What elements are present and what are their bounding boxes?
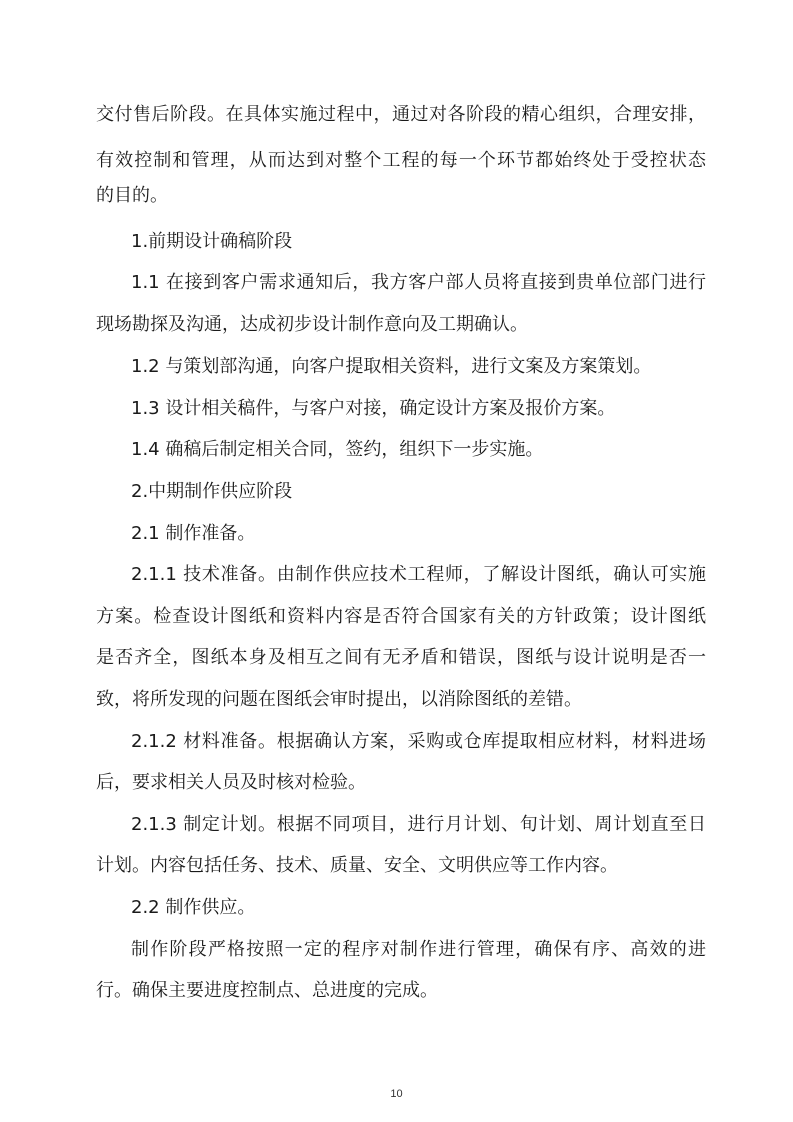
text-line: 2.1.1 技术准备。由制作供应技术工程师，了解设计图纸，确认可实施 (131, 564, 706, 585)
text-line: 后，要求相关人员及时核对检验。 (96, 772, 366, 793)
text-line: 1.2 与策划部沟通，向客户提取相关资料，进行文案及方案策划。 (131, 356, 652, 377)
section-heading: 2.中期制作供应阶段 (131, 481, 293, 502)
subsection-heading: 2.2 制作供应。 (131, 897, 256, 918)
subsection-heading: 2.1 制作准备。 (131, 523, 256, 544)
text-line: 交付售后阶段。在具体实施过程中，通过对各阶段的精心组织，合理安排， (96, 104, 706, 125)
text-line: 是否齐全，图纸本身及相互之间有无矛盾和错误，图纸与设计说明是否一 (96, 647, 706, 668)
text-line: 1.3 设计相关稿件，与客户对接，确定设计方案及报价方案。 (131, 398, 616, 419)
text-line: 计划。内容包括任务、技术、质量、安全、文明供应等工作内容。 (96, 855, 618, 876)
section-heading: 1.前期设计确稿阶段 (131, 231, 293, 252)
text-line: 方案。检查设计图纸和资料内容是否符合国家有关的方针政策；设计图纸 (96, 606, 706, 627)
text-line: 2.1.2 材料准备。根据确认方案，采购或仓库提取相应材料，材料进场 (131, 731, 706, 752)
text-line: 2.1.3 制定计划。根据不同项目，进行月计划、旬计划、周计划直至日 (131, 814, 706, 835)
text-line: 的目的。 (96, 185, 168, 206)
text-line: 现场勘探及沟通，达成初步设计制作意向及工期确认。 (96, 314, 528, 335)
text-line: 行。确保主要进度控制点、总进度的完成。 (96, 980, 438, 1001)
text-line: 制作阶段严格按照一定的程序对制作进行管理，确保有序、高效的进 (131, 939, 706, 960)
text-line: 致，将所发现的问题在图纸会审时提出，以消除图纸的差错。 (96, 689, 582, 710)
text-line: 1.4 确稿后制定相关合同，签约，组织下一步实施。 (131, 439, 544, 460)
text-line: 1.1 在接到客户需求通知后，我方客户部人员将直接到贵单位部门进行 (131, 272, 706, 293)
page-number: 10 (390, 1088, 403, 1100)
text-line: 有效控制和管理，从而达到对整个工程的每一个环节都始终处于受控状态 (96, 150, 706, 171)
